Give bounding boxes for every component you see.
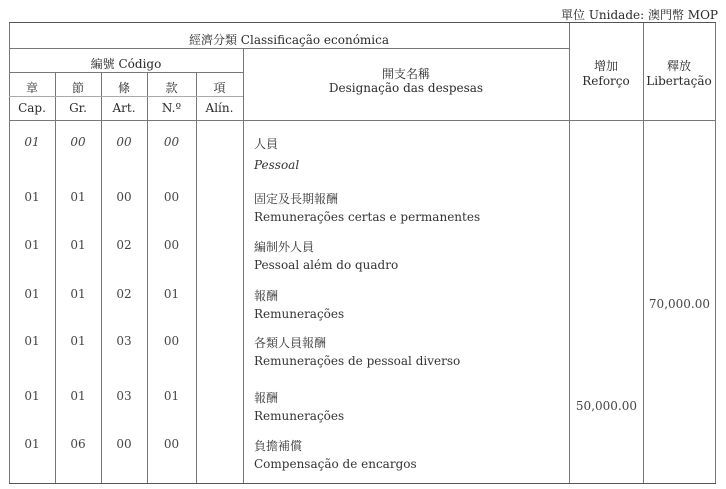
code-art: 02 xyxy=(116,287,132,301)
designation-pt: Compensação de encargos xyxy=(254,457,417,471)
level-zh-gr: 節 xyxy=(71,81,84,95)
code-art: 00 xyxy=(116,135,132,149)
level-zh-cap: 章 xyxy=(25,81,38,95)
header-rule-bottom xyxy=(9,120,715,121)
designation-zh: 報酬 xyxy=(254,289,279,303)
designation-pt: Remunerações xyxy=(254,409,345,423)
code-cap: 01 xyxy=(24,238,40,252)
header-rule-2 xyxy=(9,72,243,73)
code-n: 00 xyxy=(163,334,180,348)
classification-header: 經濟分類 Classificação económica xyxy=(188,33,390,47)
designation-zh: 負擔補償 xyxy=(254,439,303,453)
libertacao-value: 70,000.00 xyxy=(648,297,710,311)
designation-pt: Remunerações de pessoal diverso xyxy=(254,354,461,368)
code-gr: 01 xyxy=(70,389,86,403)
level-zh-alin: 項 xyxy=(213,81,226,95)
designation-header-pt: Designação das despesas xyxy=(328,81,484,95)
designation-zh: 報酬 xyxy=(254,391,279,405)
code-cap: 01 xyxy=(24,334,40,348)
col-separator-n xyxy=(196,72,197,483)
level-pt-alin: Alín. xyxy=(205,101,234,115)
designation-zh: 固定及長期報酬 xyxy=(254,192,339,206)
code-gr: 01 xyxy=(70,334,86,348)
designation-pt: Pessoal xyxy=(254,158,300,172)
code-cap: 01 xyxy=(24,135,40,149)
code-cap: 01 xyxy=(24,389,40,403)
code-gr: 00 xyxy=(70,135,86,149)
reforco-header-pt: Reforço xyxy=(582,74,630,88)
col-separator-designation xyxy=(569,23,570,483)
code-art: 03 xyxy=(116,389,132,403)
code-gr: 01 xyxy=(70,190,86,204)
designation-header-zh: 開支名稱 xyxy=(381,67,430,81)
code-gr: 01 xyxy=(70,287,86,301)
code-n: 00 xyxy=(163,190,180,204)
level-zh-art: 條 xyxy=(117,81,130,95)
reforco-header-zh: 增加 xyxy=(593,59,618,73)
libertacao-header-pt: Libertação xyxy=(646,74,712,88)
designation-zh: 編制外人員 xyxy=(254,240,315,254)
code-n: 00 xyxy=(163,238,180,252)
table-border-right xyxy=(715,23,716,483)
level-pt-art: Art. xyxy=(112,101,136,115)
code-gr: 01 xyxy=(70,238,86,252)
libertacao-header-zh: 釋放 xyxy=(666,59,691,73)
level-pt-n: N.º xyxy=(161,101,182,115)
col-separator-cap xyxy=(55,72,56,483)
code-header: 編號 Código xyxy=(90,57,162,71)
col-separator-art xyxy=(147,72,148,483)
level-pt-gr: Gr. xyxy=(69,101,87,115)
col-separator-alin xyxy=(243,48,244,483)
code-n: 00 xyxy=(163,135,180,149)
designation-zh: 各類人員報酬 xyxy=(254,336,327,350)
reforco-value: 50,000.00 xyxy=(575,399,637,413)
col-separator-gr xyxy=(101,72,102,483)
unit-label: 單位 Unidade: 澳門幣 MOP xyxy=(561,8,718,22)
code-art: 00 xyxy=(116,190,132,204)
expense-table xyxy=(9,22,716,484)
col-separator-reforco xyxy=(643,23,644,483)
code-art: 03 xyxy=(116,334,132,348)
level-zh-n: 款 xyxy=(165,81,178,95)
code-gr: 06 xyxy=(70,437,86,451)
code-n: 01 xyxy=(163,287,180,301)
code-art: 00 xyxy=(116,437,132,451)
header-rule-3 xyxy=(9,96,243,97)
designation-zh: 人員 xyxy=(254,137,279,151)
code-n: 00 xyxy=(163,437,180,451)
code-cap: 01 xyxy=(24,190,40,204)
header-rule-1 xyxy=(9,48,569,49)
code-art: 02 xyxy=(116,238,132,252)
level-pt-cap: Cap. xyxy=(18,101,46,115)
code-cap: 01 xyxy=(24,437,40,451)
code-n: 01 xyxy=(163,389,180,403)
designation-pt: Pessoal além do quadro xyxy=(254,258,399,272)
code-cap: 01 xyxy=(24,287,40,301)
designation-pt: Remunerações xyxy=(254,307,345,321)
designation-pt: Remunerações certas e permanentes xyxy=(254,210,481,224)
